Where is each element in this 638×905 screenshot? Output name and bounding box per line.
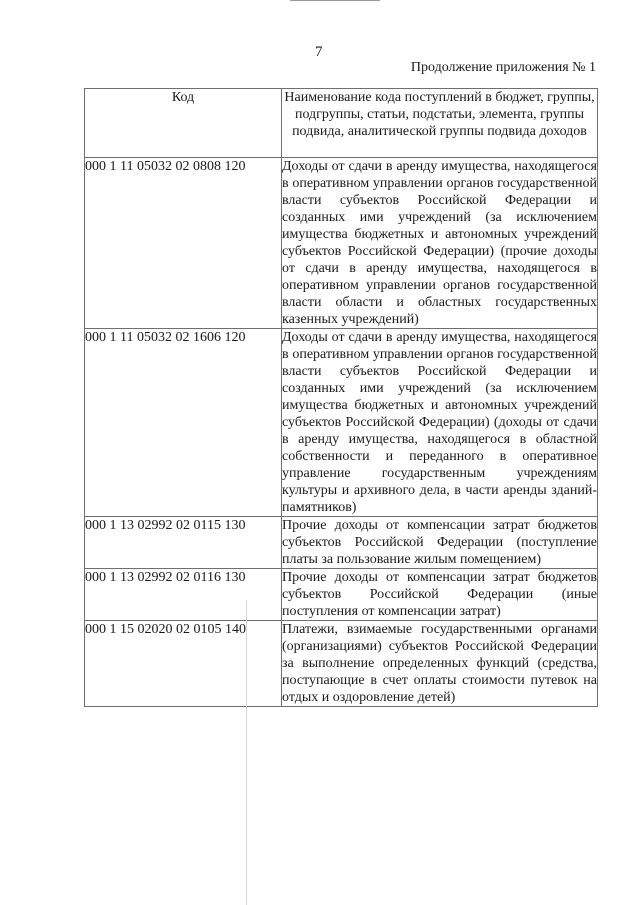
scan-artifact-line: [246, 600, 247, 905]
table-header-row: [85, 89, 598, 158]
row-name: Платежи, взимаемые государственными органами (организациями) субъектов Российской Федерации за выполнение определенных функций (средства, поступающие в счет оплаты стоимости путевок на отдых и оздоровление детей): [282, 622, 597, 705]
page-number: 7: [315, 44, 323, 60]
revenue-codes-table: [84, 88, 598, 707]
table-row: [85, 329, 598, 517]
row-code: 000 1 11 05032 02 1606 120: [85, 329, 282, 517]
row-name: Доходы от сдачи в аренду имущества, находящегося в оперативном управлении органов государственной власти субъектов Российской Федерации и созданных ими учреждений (за исключением имущества бюджетных и автономных учреждений субъектов Российской Федерации) (прочие доходы от сдачи в аренду имущества, находящегося в оперативном управлении органов государственной власти области и областных государственных казенных учреждений): [282, 159, 597, 327]
row-code: 000 1 15 02020 02 0105 140: [85, 621, 282, 707]
table-row: [85, 158, 598, 329]
header-name: Наименование кода поступлений в бюджет, группы, подгруппы, статьи, подстатьи, элемента, группы подвида, аналитической группы подвида доходов: [282, 89, 598, 158]
table-row: [85, 569, 598, 621]
row-code: 000 1 11 05032 02 0808 120: [85, 158, 282, 329]
row-code: 000 1 13 02992 02 0115 130: [85, 517, 282, 569]
table-row: [85, 517, 598, 569]
continuation-label: Продолжение приложения № 1: [410, 60, 596, 75]
table-row: [85, 621, 598, 707]
row-name: Прочие доходы от компенсации затрат бюджетов субъектов Российской Федерации (иные поступления от компенсации затрат): [282, 570, 597, 619]
header-code: Код: [85, 89, 282, 158]
row-name: Доходы от сдачи в аренду имущества, находящегося в оперативном управлении органов государственной власти субъектов Российской Федерации и созданных ими учреждений (за исключением имущества бюджетных и автономных учреждений субъектов Российской Федерации) (доходы от сдачи в аренду имущества, находящегося в областной собственности и переданного в оперативное управление государственным учреждениям культуры и архивного дела, в части аренды зданий-памятников): [282, 330, 597, 515]
row-code: 000 1 13 02992 02 0116 130: [85, 569, 282, 621]
row-name: Прочие доходы от компенсации затрат бюджетов субъектов Российской Федерации (поступление платы за пользование жилым помещением): [282, 518, 597, 567]
top-edge-line: [290, 0, 380, 1]
